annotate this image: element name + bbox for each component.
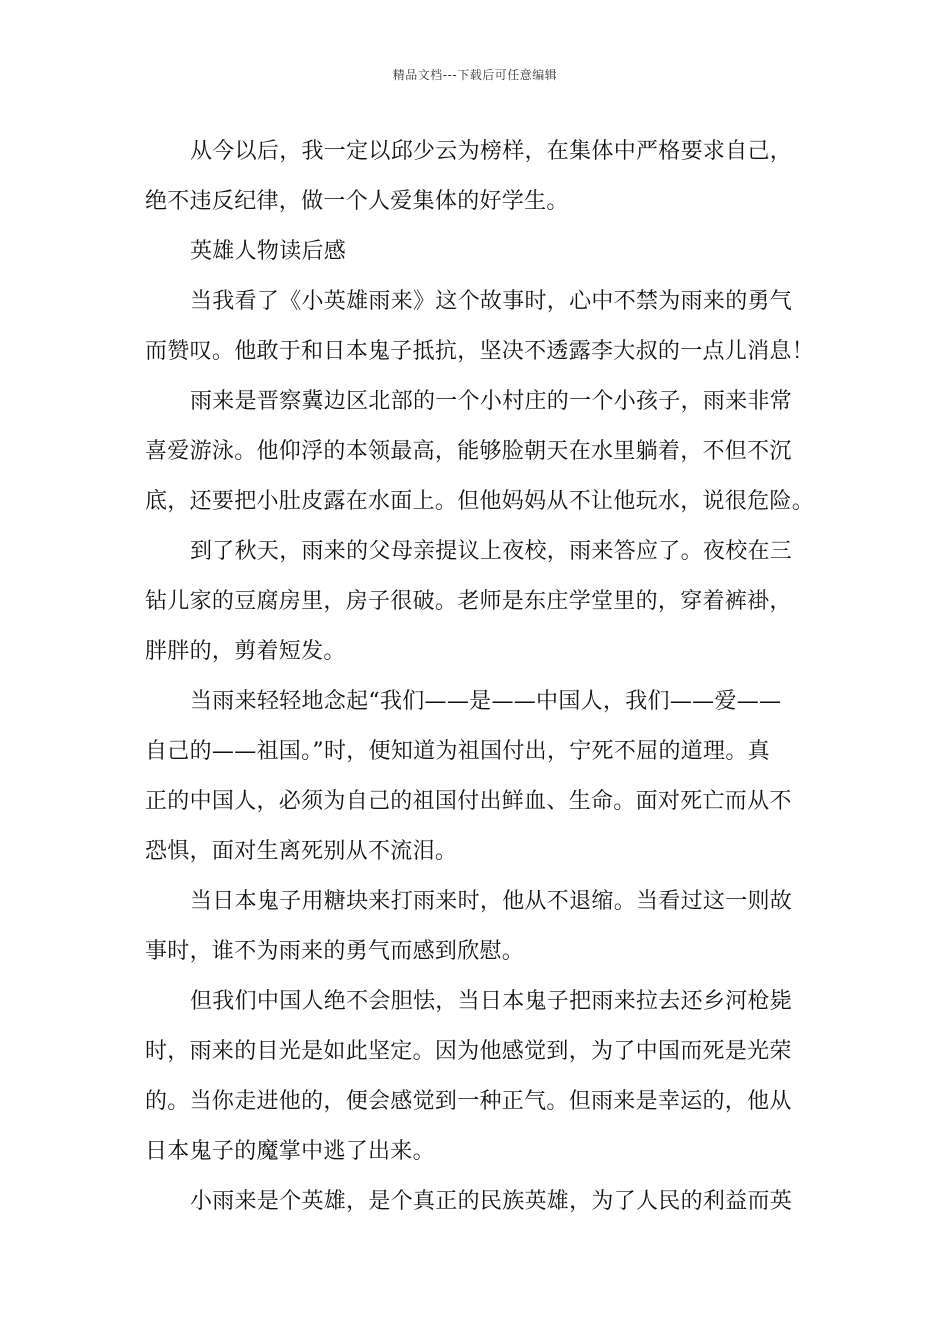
text-line: 从今以后，我一定以邱少云为榜样，在集体中严格要求自己， <box>190 139 793 164</box>
text-line: 雨来是晋察冀边区北部的一个小村庄的一个小孩子，雨来非常 <box>190 389 793 414</box>
text-line: 当雨来轻轻地念起“我们——是——中国人，我们——爱—— <box>190 689 782 714</box>
section-heading: 英雄人物读后感 <box>190 239 347 264</box>
text-line: 胖胖的，剪着短发。 <box>145 639 346 664</box>
text-line: 恐惧，面对生离死别从不流泪。 <box>145 839 458 864</box>
text-line: 到了秋天，雨来的父母亲提议上夜校，雨来答应了。夜校在三 <box>190 539 793 564</box>
text-line: 当我看了《小英雄雨来》这个故事时，心中不禁为雨来的勇气 <box>190 289 793 314</box>
text-line: 自己的——祖国。”时，便知道为祖国付出，宁死不屈的道理。真 <box>145 739 770 764</box>
text-line: 时，雨来的目光是如此坚定。因为他感觉到，为了中国而死是光荣 <box>145 1039 792 1064</box>
text-line: 小雨来是个英雄，是个真正的民族英雄，为了人民的利益而英 <box>190 1189 793 1214</box>
text-line: 钻儿家的豆腐房里，房子很破。老师是东庄学堂里的，穿着裤褂， <box>145 589 792 614</box>
page-header: 精品文档---下载后可任意编辑 <box>392 68 558 82</box>
text-line: 的。当你走进他的，便会感觉到一种正气。但雨来是幸运的，他从 <box>145 1089 792 1114</box>
text-line: 事时，谁不为雨来的勇气而感到欣慰。 <box>145 939 525 964</box>
text-line: 而赞叹。他敢于和日本鬼子抵抗，坚决不透露李大叔的一点儿消息！ <box>145 339 815 364</box>
text-line: 日本鬼子的魔掌中逃了出来。 <box>145 1139 435 1164</box>
text-line: 当日本鬼子用糖块来打雨来时，他从不退缩。当看过这一则故 <box>190 889 793 914</box>
text-line: 绝不违反纪律，做一个人爱集体的好学生。 <box>145 189 569 214</box>
text-line: 喜爱游泳。他仰浮的本领最高，能够脸朝天在水里躺着，不但不沉 <box>145 439 792 464</box>
text-line: 底，还要把小肚皮露在水面上。但他妈妈从不让他玩水，说很危险。 <box>145 489 815 514</box>
text-line: 但我们中国人绝不会胆怯，当日本鬼子把雨来拉去还乡河枪毙 <box>190 989 793 1014</box>
text-line: 正的中国人，必须为自己的祖国付出鲜血、生命。面对死亡而从不 <box>145 789 792 814</box>
